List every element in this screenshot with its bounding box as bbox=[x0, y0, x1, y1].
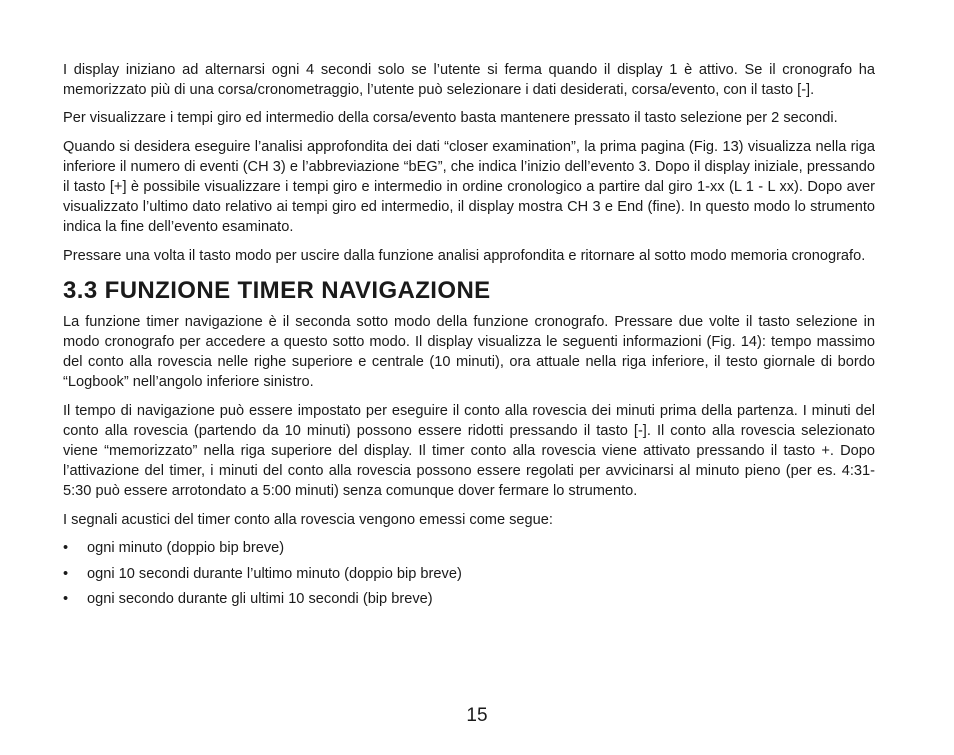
list-item-text: ogni secondo durante gli ultimi 10 secondi (bip breve) bbox=[87, 591, 433, 608]
bullet-marker: • bbox=[63, 591, 69, 608]
paragraph-display-alternation: I display iniziano ad alternarsi ogni 4 secondi solo se l’utente si ferma quando il display 1 è attivo. Se il cronografo ha memorizzato più di una corsa/cronometraggio, l’utente può selezionare i dati desiderati, corsa/evento, con il tasto [-]. bbox=[63, 62, 875, 99]
bullet-marker: • bbox=[63, 565, 69, 582]
paragraph-acoustic-signals: I segnali acustici del timer conto alla rovescia vengono emessi come segue: bbox=[63, 511, 553, 528]
section-heading: 3.3 FUNZIONE TIMER NAVIGAZIONE bbox=[63, 276, 491, 304]
paragraph-lap-split-view: Per visualizzare i tempi giro ed intermedio della corsa/evento basta mantenere pressato il tasto selezione per 2 secondi. bbox=[63, 110, 838, 127]
paragraph-timer-function: La funzione timer navigazione è il seconda sotto modo della funzione cronografo. Pressare due volte il tasto selezione in modo cronografo per accedere a questo sotto modo. Il display visualizza le seguenti informazioni (Fig. 14): tempo massimo del conto alla rovescia nelle righe superiore e centrale (10 minuti), ora attuale nella riga inferiore, il testo giornale di bordo “Logbook” nell’angolo inferiore sinistro. bbox=[63, 313, 875, 391]
paragraph-timer-setting: Il tempo di navigazione può essere impostato per eseguire il conto alla rovescia dei minuti prima della partenza. I minuti del conto alla rovescia (partendo da 10 minuti) possono essere ridotti pressando il tasto [-]. Il conto alla rovescia selezionato viene “memorizzato” nella riga superiore del display. Il timer conto alla rovescia viene attivato pressando il tasto +. Dopo l’attivazione del timer, i minuti del conto alla rovescia possono essere regolati per avvicinarsi al minuto pieno (per es. 4:31-5:30 può essere arrotondato a 5:00 minuti) senza comunque dover fermare lo strumento. bbox=[63, 402, 875, 500]
list-item-text: ogni 10 secondi durante l’ultimo minuto (doppio bip breve) bbox=[87, 565, 462, 582]
page-number: 15 bbox=[466, 705, 488, 726]
paragraph-exit-analysis: Pressare una volta il tasto modo per uscire dalla funzione analisi approfondita e ritornare al sotto modo memoria cronografo. bbox=[63, 247, 866, 264]
list-item bbox=[63, 538, 875, 558]
list-item bbox=[63, 564, 875, 584]
list-item-text: ogni minuto (doppio bip breve) bbox=[87, 539, 285, 556]
document-page bbox=[63, 60, 875, 615]
bullet-marker: • bbox=[63, 539, 69, 556]
bullet-list bbox=[63, 538, 875, 610]
list-item bbox=[63, 589, 875, 609]
paragraph-closer-examination: Quando si desidera eseguire l’analisi approfondita dei dati “closer examination”, la prima pagina (Fig. 13) visualizza nella riga inferiore il numero di eventi (CH 3) e l’abbreviazione “bEG”, che indica l’inizio dell’evento 3. Dopo il display iniziale, pressando il tasto [+] è possibile visualizzare i tempi giro e intermedio in ordine cronologico a partire dal giro 1-xx (L 1 - L xx). Dopo aver visualizzato l’ultimo dato relativo ai tempi giro ed intermedio, il display mostra CH 3 e End (fine). In questo modo lo strumento indica la fine dell’evento esaminato. bbox=[63, 138, 875, 236]
